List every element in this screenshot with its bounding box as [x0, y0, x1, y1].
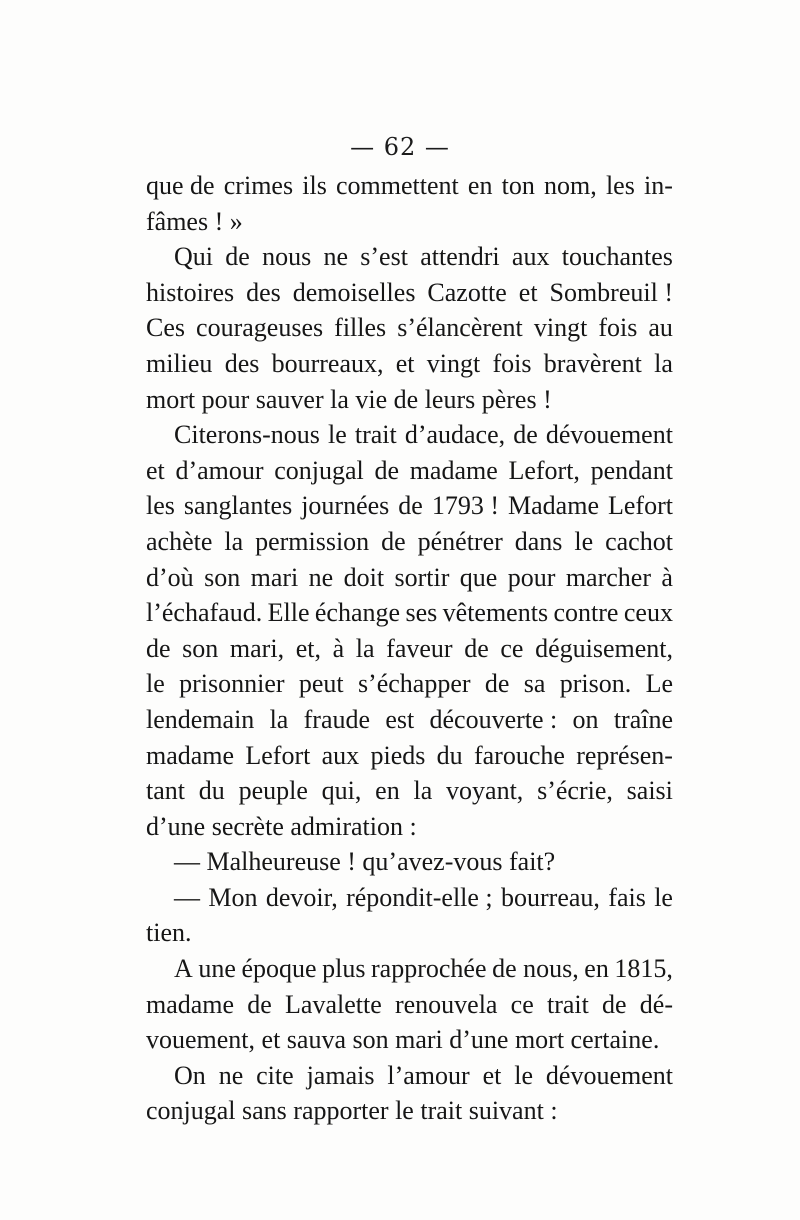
word: de	[602, 989, 627, 1019]
word: mort pour sauver la vie de leurs pères !	[146, 384, 552, 414]
text-line	[146, 275, 673, 311]
word: d’amour	[175, 455, 264, 485]
word: cite	[256, 1060, 294, 1090]
word: ce	[500, 633, 524, 663]
word: dévouement	[545, 420, 673, 450]
word: fais	[608, 882, 646, 912]
word: fraude	[303, 704, 371, 734]
word: pieds	[370, 740, 426, 770]
word: 1815,	[614, 954, 673, 984]
word: nom,	[544, 171, 597, 200]
word: d’une secrète admiration :	[146, 811, 417, 841]
text-line	[146, 809, 673, 845]
word: vingt	[426, 348, 481, 378]
text-line	[146, 560, 673, 596]
word: le	[514, 1060, 534, 1090]
word: cachot	[605, 526, 673, 556]
word: l’échafaud.	[146, 598, 263, 628]
word: peut	[298, 669, 344, 699]
word: crimes	[223, 171, 294, 200]
word: que	[459, 562, 498, 592]
word: filles	[334, 313, 387, 343]
word: ses	[405, 598, 438, 628]
word: à	[332, 633, 345, 663]
word: commettent	[336, 171, 459, 200]
word: à	[661, 562, 673, 592]
body-text	[146, 168, 673, 1129]
word: mari	[250, 562, 299, 592]
word: fâmes ! »	[146, 206, 243, 236]
word: et	[395, 348, 415, 378]
word: in-	[644, 171, 673, 200]
word: s’est	[360, 242, 408, 272]
word: madame	[146, 989, 235, 1019]
word: en	[375, 776, 400, 806]
word: demoiselles	[292, 277, 416, 307]
word: qui,	[321, 776, 362, 806]
word: tien.	[146, 918, 192, 948]
text-line	[146, 204, 673, 240]
word: attendri	[420, 242, 500, 272]
text-line	[146, 488, 673, 524]
text-line	[146, 1058, 673, 1094]
word: farouche	[473, 740, 565, 770]
word: dévouement	[545, 1060, 673, 1090]
word: ne	[218, 1060, 244, 1090]
word: trait	[546, 989, 589, 1019]
word: faveur	[386, 633, 453, 663]
word: courageuses	[196, 313, 324, 343]
word: trait	[354, 420, 397, 450]
word: s’échapper	[357, 669, 471, 699]
word: en	[467, 171, 493, 200]
word: conjugal sans rapporter le trait suivant :	[146, 1096, 558, 1126]
word: une	[198, 954, 236, 984]
text-line	[146, 844, 673, 880]
word: contre	[553, 598, 619, 628]
word: renouvela	[394, 989, 498, 1019]
word: échange	[314, 598, 401, 628]
word: le	[654, 882, 673, 912]
word: dans	[514, 526, 563, 556]
page-number: — 62 —	[350, 133, 450, 161]
word: Qui	[174, 242, 213, 272]
word: de	[464, 633, 489, 663]
word: peuple	[238, 776, 308, 806]
word: A	[174, 954, 193, 984]
word: doit	[343, 562, 385, 592]
word: de	[398, 491, 423, 521]
text-line	[146, 1093, 673, 1129]
word: son	[182, 633, 219, 663]
text-line	[146, 880, 673, 916]
word: est	[385, 704, 415, 734]
word: achète	[146, 526, 213, 556]
word: la	[654, 348, 673, 378]
word: 1793 !	[431, 491, 500, 521]
word: la	[224, 526, 244, 556]
word: saisi	[626, 776, 673, 806]
word: de	[381, 526, 406, 556]
word: la	[269, 704, 289, 734]
word: Ces	[146, 313, 185, 343]
word: pendant	[590, 455, 673, 485]
word: Elle	[267, 598, 310, 628]
word: en	[584, 954, 609, 984]
word: tant	[146, 776, 185, 806]
word: fois	[598, 313, 638, 343]
text-line	[146, 773, 673, 809]
text-line	[146, 702, 673, 738]
word: aux	[511, 242, 550, 272]
word: sanglantes	[183, 491, 293, 521]
word: ne	[323, 242, 349, 272]
word: découverte :	[429, 704, 558, 734]
word: fois	[492, 348, 532, 378]
word: plus	[322, 954, 366, 984]
text-line	[146, 595, 673, 631]
word: conjugal	[274, 455, 364, 485]
text-line	[146, 1022, 673, 1058]
word: Cazotte	[427, 277, 507, 307]
word: et	[482, 1060, 502, 1090]
word: pénétrer	[417, 526, 503, 556]
word: les	[146, 491, 175, 521]
word: Sombreuil !	[549, 277, 673, 307]
word: l’amour	[387, 1060, 470, 1090]
word: sa	[523, 669, 546, 699]
word: on	[572, 704, 599, 734]
word: ce	[510, 989, 534, 1019]
text-line	[146, 631, 673, 667]
word: milieu	[146, 348, 213, 378]
word: Citerons-nous	[174, 420, 320, 450]
word: Lefort	[245, 740, 311, 770]
word: représen-	[576, 740, 673, 770]
word: que de	[146, 171, 215, 200]
word: madame	[146, 740, 235, 770]
word: bourreaux,	[271, 348, 384, 378]
word: la	[355, 633, 375, 663]
word: traîne	[613, 704, 673, 734]
word: Lefort,	[508, 455, 580, 485]
word: et	[146, 455, 165, 485]
word: histoires	[146, 277, 235, 307]
text-line	[146, 417, 673, 453]
word: ne	[308, 562, 334, 592]
word: Mon	[208, 882, 258, 912]
word: au	[648, 313, 673, 343]
word: d’où	[146, 562, 194, 592]
word: répondit-elle ;	[346, 882, 493, 912]
word: madame	[409, 455, 498, 485]
text-line	[146, 951, 673, 987]
word: de	[146, 633, 171, 663]
word: déguisement,	[535, 633, 673, 663]
word: et	[518, 277, 538, 307]
word: devoir,	[265, 882, 338, 912]
word: ils	[302, 171, 327, 200]
word: d’audace,	[404, 420, 506, 450]
text-line	[146, 346, 673, 382]
word: prisonnier	[179, 669, 285, 699]
word: le	[146, 669, 165, 699]
word: bourreau,	[501, 882, 600, 912]
word: marcher	[565, 562, 651, 592]
word: le	[327, 420, 347, 450]
word: —	[174, 882, 200, 912]
word: bravèrent	[543, 348, 642, 378]
word: permission	[255, 526, 370, 556]
word: Lefort	[607, 491, 673, 521]
text-line	[146, 915, 673, 951]
text-line	[146, 524, 673, 560]
word: Madame	[508, 491, 599, 521]
text-line	[146, 666, 673, 702]
word: du	[198, 776, 225, 806]
word: le	[574, 526, 594, 556]
word: aux	[321, 740, 360, 770]
word: touchantes	[561, 242, 673, 272]
word: de	[225, 242, 250, 272]
word: sortir	[394, 562, 450, 592]
word: mari,	[229, 633, 285, 663]
word: journées	[301, 491, 390, 521]
word: vingt	[533, 313, 588, 343]
word: rapprochée	[371, 954, 487, 984]
word: vêtements	[442, 598, 549, 628]
word: — Malheureuse ! qu’avez-vous fait?	[174, 847, 556, 877]
text-line	[146, 239, 673, 275]
word: de	[484, 669, 510, 699]
word: de	[247, 989, 272, 1019]
word: son	[204, 562, 241, 592]
word: des	[246, 277, 281, 307]
text-line	[146, 168, 673, 204]
word: s’écrie,	[537, 776, 613, 806]
word: la	[413, 776, 433, 806]
text-line	[146, 453, 673, 489]
word: voyant,	[446, 776, 524, 806]
word: dé-	[639, 989, 673, 1019]
word: Le	[645, 669, 673, 699]
word: et,	[295, 633, 321, 663]
text-line	[146, 310, 673, 346]
word: des	[224, 348, 260, 378]
word: Lavalette	[285, 989, 382, 1019]
text-line	[146, 382, 673, 418]
text-line	[146, 987, 673, 1023]
word: époque	[241, 954, 317, 984]
word: nous	[262, 242, 312, 272]
word: de	[513, 420, 538, 450]
word: jamais	[306, 1060, 375, 1090]
word: s’élancèrent	[397, 313, 523, 343]
word: de	[374, 455, 399, 485]
word: ceux	[623, 598, 673, 628]
word: vouement, et sauva son mari d’une mort certaine.	[146, 1025, 660, 1055]
word: prison.	[559, 669, 632, 699]
word: lendemain	[146, 704, 255, 734]
word: ton	[501, 171, 535, 200]
word: pour	[507, 562, 556, 592]
word: On	[174, 1060, 206, 1090]
word: du	[436, 740, 463, 770]
word: les	[605, 171, 635, 200]
word: de nous,	[492, 954, 579, 984]
text-line	[146, 738, 673, 774]
